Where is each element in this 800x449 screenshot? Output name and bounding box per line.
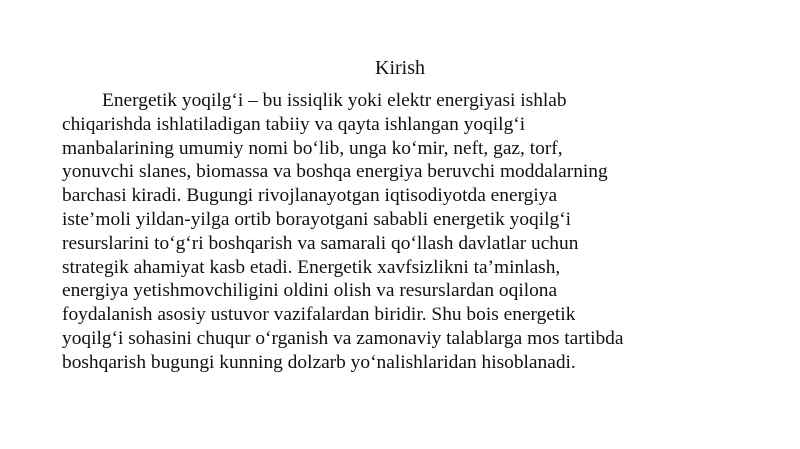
paragraph-line: strategik ahamiyat kasb etadi. Energetik xavfsizlikni ta’minlash, [62, 256, 561, 278]
paragraph-line: foydalanish asosiy ustuvor vazifalardan biridir. Shu bois energetik [62, 304, 576, 326]
paragraph-line: Energetik yoqilg‘i – bu issiqlik yoki elektr energiyasi ishlab [102, 90, 567, 111]
paragraph-line: iste’moli yildan-yilga ortib borayotgani sababli energetik yoqilg‘i [62, 208, 572, 230]
intro-paragraph [62, 89, 752, 375]
paragraph-line: yonuvchi slanes, biomassa va boshqa energiya beruvchi moddalarning [62, 161, 608, 183]
document-title: Kirish [375, 57, 425, 79]
paragraph-line: resurslarini to‘g‘ri boshqarish va samarali qo‘llash davlatlar uchun [62, 232, 579, 254]
paragraph-line: yoqilg‘i sohasini chuqur o‘rganish va zamonaviy talablarga mos tartibda [62, 327, 624, 349]
paragraph-line: manbalarining umumiy nomi bo‘lib, unga ko‘mir, neft, gaz, torf, [62, 137, 563, 159]
paragraph-line: energiya yetishmovchiligini oldini olish va resurslardan oqilona [62, 280, 558, 302]
paragraph-line: boshqarish bugungi kunning dolzarb yo‘nalishlaridan hisoblanadi. [62, 351, 576, 373]
paragraph-line: chiqarishda ishlatiladigan tabiiy va qayta ishlangan yoqilg‘i [62, 113, 526, 135]
paragraph-line: barchasi kiradi. Bugungi rivojlanayotgan iqtisodiyotda energiya [62, 185, 558, 207]
